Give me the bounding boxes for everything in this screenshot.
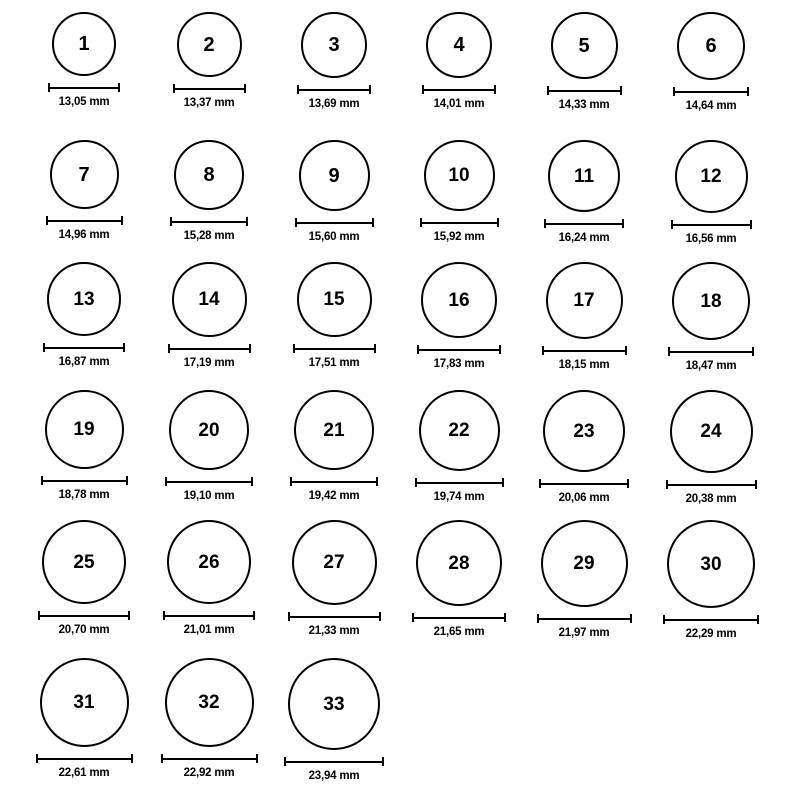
ring-circle bbox=[299, 140, 370, 211]
diameter-measure-bar bbox=[663, 615, 759, 624]
ring-size-number: 21 bbox=[323, 419, 345, 441]
ring-size-number: 6 bbox=[705, 35, 717, 57]
ring-size-cell bbox=[24, 140, 144, 241]
diameter-measure-bar bbox=[161, 754, 258, 763]
diameter-label: 21,97 mm bbox=[558, 627, 610, 639]
ring-size-cell bbox=[24, 262, 144, 368]
ring-size-number: 30 bbox=[700, 553, 722, 575]
ring-size-number: 2 bbox=[203, 33, 215, 56]
ring-size-number: 20 bbox=[198, 419, 220, 441]
diameter-measure-bar bbox=[671, 220, 752, 229]
diameter-label: 21,33 mm bbox=[308, 625, 360, 637]
ring-circle bbox=[165, 658, 254, 747]
diameter-label: 19,42 mm bbox=[308, 490, 360, 502]
ring-size-cell bbox=[274, 390, 394, 502]
ring-circle bbox=[421, 262, 497, 338]
diameter-label: 22,29 mm bbox=[685, 628, 737, 640]
diameter-label: 13,69 mm bbox=[308, 98, 360, 110]
ring-size-number: 14 bbox=[198, 289, 220, 310]
diameter-label: 15,92 mm bbox=[433, 231, 485, 243]
diameter-label: 19,74 mm bbox=[433, 491, 485, 503]
ring-circle bbox=[292, 520, 377, 605]
diameter-label: 18,47 mm bbox=[685, 360, 737, 372]
diameter-measure-bar bbox=[290, 477, 378, 486]
ring-size-number: 10 bbox=[448, 165, 470, 186]
ring-size-cell bbox=[149, 12, 269, 109]
diameter-label: 17,19 mm bbox=[183, 357, 235, 369]
ring-size-number: 33 bbox=[323, 693, 345, 715]
ring-size-cell bbox=[24, 520, 144, 636]
diameter-measure-bar bbox=[284, 757, 384, 766]
ring-size-number: 3 bbox=[328, 34, 340, 56]
diameter-measure-bar bbox=[417, 345, 501, 354]
ring-size-number: 7 bbox=[78, 163, 90, 186]
diameter-label: 15,60 mm bbox=[308, 231, 360, 243]
ring-size-number: 16 bbox=[448, 289, 470, 311]
diameter-measure-bar bbox=[415, 478, 504, 487]
ring-circle bbox=[294, 390, 374, 470]
ring-circle bbox=[416, 520, 502, 606]
ring-circle bbox=[551, 12, 618, 79]
diameter-label: 20,70 mm bbox=[58, 624, 110, 636]
diameter-label: 17,83 mm bbox=[433, 358, 485, 370]
ring-size-number: 18 bbox=[700, 290, 722, 312]
diameter-measure-bar bbox=[48, 83, 120, 92]
ring-size-cell bbox=[24, 658, 144, 779]
ring-size-number: 11 bbox=[573, 165, 595, 187]
ring-circle bbox=[169, 390, 249, 470]
ring-size-cell bbox=[399, 140, 519, 243]
ring-circle bbox=[419, 390, 500, 471]
ring-size-number: 31 bbox=[73, 692, 95, 713]
diameter-label: 16,56 mm bbox=[685, 233, 737, 245]
ring-size-cell bbox=[149, 520, 269, 636]
ring-size-cell bbox=[274, 140, 394, 243]
diameter-measure-bar bbox=[38, 611, 130, 620]
diameter-measure-bar bbox=[41, 476, 128, 485]
ring-size-number: 1 bbox=[78, 33, 90, 55]
diameter-measure-bar bbox=[46, 216, 123, 225]
diameter-measure-bar bbox=[168, 344, 251, 353]
ring-circle bbox=[670, 390, 753, 473]
ring-size-number: 5 bbox=[578, 34, 590, 57]
ring-size-number: 12 bbox=[700, 166, 722, 187]
diameter-measure-bar bbox=[547, 86, 622, 95]
diameter-measure-bar bbox=[173, 84, 246, 93]
diameter-measure-bar bbox=[539, 479, 629, 488]
diameter-label: 13,37 mm bbox=[183, 97, 235, 109]
diameter-measure-bar bbox=[537, 614, 632, 623]
ring-size-number: 15 bbox=[323, 289, 345, 310]
ring-size-cell bbox=[651, 12, 771, 112]
ring-size-cell bbox=[399, 520, 519, 638]
ring-circle bbox=[52, 12, 116, 76]
diameter-measure-bar bbox=[163, 611, 255, 620]
ring-size-cell bbox=[24, 390, 144, 501]
ring-size-number: 26 bbox=[198, 551, 220, 573]
ring-size-cell bbox=[651, 520, 771, 640]
ring-circle bbox=[677, 12, 745, 80]
ring-size-cell bbox=[399, 12, 519, 110]
diameter-label: 22,92 mm bbox=[183, 767, 235, 779]
diameter-label: 18,15 mm bbox=[558, 359, 610, 371]
diameter-label: 20,38 mm bbox=[685, 493, 737, 505]
ring-circle bbox=[167, 520, 251, 604]
ring-size-number: 25 bbox=[73, 551, 95, 573]
diameter-measure-bar bbox=[36, 754, 133, 763]
ring-size-cell bbox=[524, 262, 644, 371]
ring-circle bbox=[301, 12, 367, 78]
ring-circle bbox=[546, 262, 623, 339]
diameter-measure-bar bbox=[542, 346, 627, 355]
ring-circle bbox=[288, 658, 380, 750]
ring-size-number: 29 bbox=[573, 553, 595, 574]
diameter-measure-bar bbox=[412, 613, 506, 622]
ring-size-number: 27 bbox=[323, 552, 345, 573]
ring-size-number: 22 bbox=[448, 420, 470, 441]
ring-size-cell bbox=[651, 140, 771, 245]
ring-size-number: 8 bbox=[203, 164, 215, 186]
diameter-label: 16,87 mm bbox=[58, 356, 110, 368]
ring-size-number: 28 bbox=[448, 552, 470, 574]
diameter-measure-bar bbox=[288, 612, 381, 621]
ring-circle bbox=[174, 140, 244, 210]
ring-size-cell bbox=[524, 140, 644, 244]
diameter-label: 21,01 mm bbox=[183, 624, 235, 636]
diameter-label: 21,65 mm bbox=[433, 626, 485, 638]
diameter-label: 18,78 mm bbox=[58, 489, 110, 501]
ring-circle bbox=[47, 262, 121, 336]
ring-size-cell bbox=[149, 262, 269, 369]
ring-circle bbox=[172, 262, 247, 337]
diameter-measure-bar bbox=[43, 343, 125, 352]
ring-circle bbox=[297, 262, 372, 337]
diameter-measure-bar bbox=[666, 480, 757, 489]
ring-size-cell bbox=[149, 140, 269, 242]
diameter-measure-bar bbox=[673, 87, 749, 96]
ring-size-number: 19 bbox=[73, 419, 95, 440]
ring-size-cell bbox=[524, 390, 644, 504]
diameter-label: 19,10 mm bbox=[183, 490, 235, 502]
diameter-measure-bar bbox=[297, 85, 371, 94]
diameter-measure-bar bbox=[170, 217, 248, 226]
ring-size-number: 32 bbox=[198, 692, 220, 713]
ring-circle bbox=[541, 520, 628, 607]
diameter-measure-bar bbox=[295, 218, 374, 227]
diameter-measure-bar bbox=[668, 347, 754, 356]
ring-circle bbox=[40, 658, 129, 747]
diameter-measure-bar bbox=[420, 218, 499, 227]
ring-size-cell bbox=[399, 390, 519, 503]
diameter-label: 17,51 mm bbox=[308, 357, 360, 369]
ring-size-cell bbox=[149, 390, 269, 502]
diameter-label: 14,33 mm bbox=[558, 99, 610, 111]
ring-size-cell bbox=[24, 12, 144, 108]
ring-circle bbox=[424, 140, 495, 211]
diameter-label: 14,96 mm bbox=[58, 229, 110, 241]
diameter-label: 23,94 mm bbox=[308, 770, 360, 782]
ring-circle bbox=[543, 390, 625, 472]
ring-circle bbox=[675, 140, 748, 213]
ring-circle bbox=[42, 520, 126, 604]
diameter-label: 13,05 mm bbox=[58, 96, 110, 108]
ring-circle bbox=[667, 520, 755, 608]
ring-circle bbox=[45, 390, 124, 469]
ring-size-cell bbox=[274, 262, 394, 369]
diameter-measure-bar bbox=[293, 344, 376, 353]
ring-size-number: 9 bbox=[328, 164, 340, 187]
ring-size-number: 4 bbox=[453, 34, 465, 56]
ring-size-cell bbox=[399, 262, 519, 370]
ring-size-cell bbox=[274, 520, 394, 637]
ring-circle bbox=[672, 262, 750, 340]
ring-size-number: 17 bbox=[573, 290, 595, 311]
ring-size-cell bbox=[524, 12, 644, 111]
ring-size-cell bbox=[274, 12, 394, 110]
ring-size-cell bbox=[274, 658, 394, 782]
diameter-label: 14,01 mm bbox=[433, 98, 485, 110]
diameter-label: 14,64 mm bbox=[685, 100, 737, 112]
ring-size-number: 13 bbox=[73, 288, 95, 310]
ring-size-cell bbox=[651, 390, 771, 505]
ring-size-cell bbox=[149, 658, 269, 779]
diameter-measure-bar bbox=[422, 85, 496, 94]
diameter-label: 22,61 mm bbox=[58, 767, 110, 779]
ring-circle bbox=[50, 140, 119, 209]
diameter-label: 15,28 mm bbox=[183, 230, 235, 242]
diameter-label: 20,06 mm bbox=[558, 492, 610, 504]
diameter-measure-bar bbox=[544, 219, 624, 228]
ring-circle bbox=[548, 140, 620, 212]
ring-size-number: 23 bbox=[573, 420, 595, 442]
ring-size-number: 24 bbox=[700, 421, 722, 442]
ring-size-cell bbox=[524, 520, 644, 639]
diameter-measure-bar bbox=[165, 477, 253, 486]
ring-size-cell bbox=[651, 262, 771, 372]
diameter-label: 16,24 mm bbox=[558, 232, 610, 244]
ring-circle bbox=[426, 12, 492, 78]
ring-circle bbox=[177, 12, 242, 77]
